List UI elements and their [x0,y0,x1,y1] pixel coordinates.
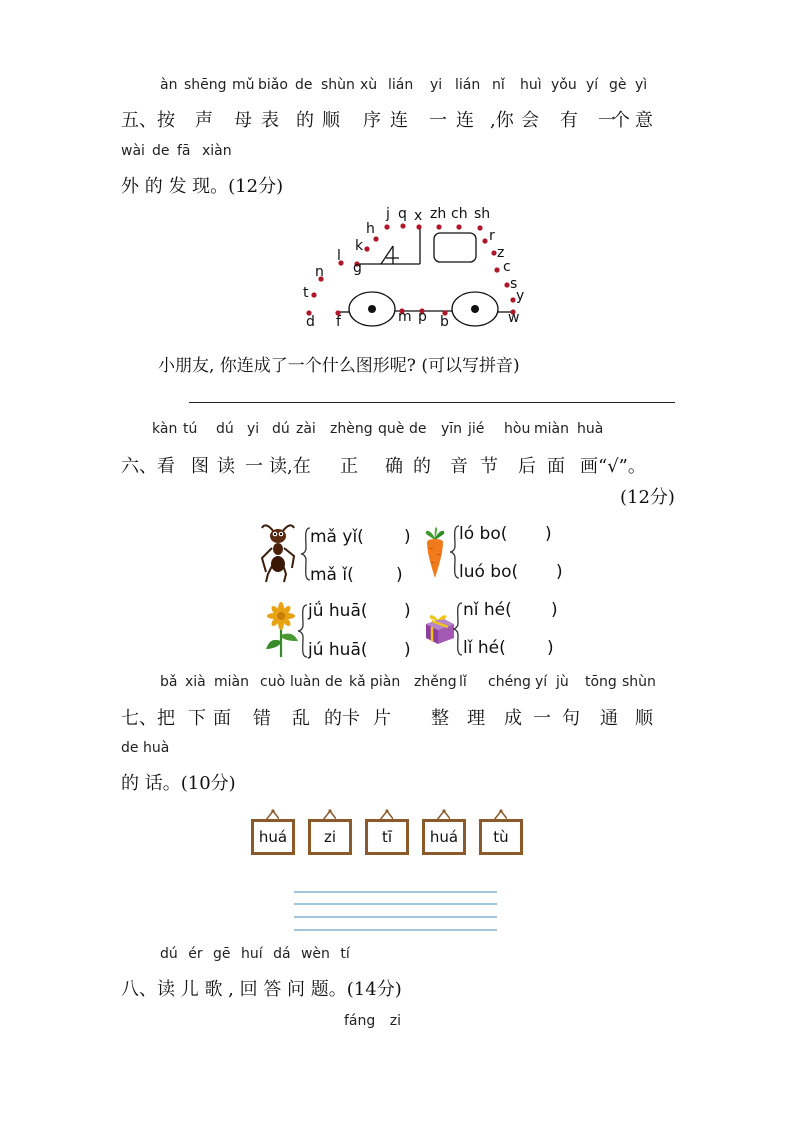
q6-pinyin-seg: hòu [504,421,531,437]
option-flower-2[interactable]: jú huā( [308,640,368,660]
paren-close: ) [396,565,403,585]
q5-pinyin-seg: nǐ [492,77,505,93]
q7-line1-seg: 一 [533,708,551,729]
q6-line1-seg: 图 [191,456,209,477]
dot-k[interactable] [364,246,369,251]
q7-line1-seg: 下 [188,708,206,729]
q5-line1-seg: ,你 [490,110,514,131]
q5-line1-seg: 序 [363,110,381,131]
q7-line1-seg: 顺 [635,708,653,729]
paren-close: ) [547,638,554,658]
option-gift-1[interactable]: nǐ hé( [463,600,512,620]
dot-letter-r: r [489,228,495,244]
q6-line1-seg: 面 [547,456,565,477]
q7-pinyin-seg: luàn [290,674,321,690]
paren-close: ) [404,601,411,621]
dot-letter-z: z [497,245,505,261]
dot-q[interactable] [400,223,405,228]
dot-letter-zh: zh [430,206,447,222]
card-hanger-icon [436,809,450,819]
q7-pinyin-seg: shùn [622,674,656,690]
syllable-card[interactable]: tī [365,819,409,855]
q5-line1-seg: 连 [390,110,408,131]
chrysanthemum-icon [262,601,300,659]
card-hanger-icon [379,809,393,819]
q6-line1-seg: 节 [480,456,498,477]
q7-line1-seg: 的卡 [324,708,360,729]
q5-line1-seg: 表 [261,110,279,131]
q7-line1-seg: 片 [373,708,391,729]
q5-pinyin-seg: de [295,77,313,93]
q5-line1-seg: 声 [195,110,213,131]
card-hanger-icon [265,809,279,819]
q7-pinyin-seg: tōng [585,674,617,690]
q6-pinyin-seg: huà [577,421,604,437]
card-hanger-icon [493,809,507,819]
dot-letter-t: t [303,285,309,301]
q5-pinyin-seg: yì [635,77,648,93]
q6-line1-seg: 音 [450,456,468,477]
dot-c[interactable] [494,267,499,272]
q7-line1-seg: 理 [467,708,485,729]
q5-pinyin-seg: shēng [184,77,227,93]
q6-pinyin-seg: zhèng [330,421,373,437]
q7-pinyin-seg: lǐ [459,674,467,690]
q7-line1-seg: 乱 [292,708,310,729]
dot-letter-s: s [510,276,518,292]
dot-letter-sh: sh [474,206,491,222]
q5-pinyin-seg: shùn [321,77,355,93]
q7-pinyin-seg: kǎ [349,674,366,690]
option-gift-2[interactable]: lǐ hé( [463,638,506,658]
q5-pinyin2-seg: xiàn [202,143,232,159]
q5-pinyin2-seg: wài [121,143,145,159]
q5-pinyin-seg: yí [586,77,599,93]
q7-pinyin-seg: zhěng [414,674,457,690]
q6-pinyin-seg: dú [216,421,234,437]
q6-pinyin-seg: yīn [441,421,463,437]
dot-s[interactable] [504,282,509,287]
q7-pinyin-seg: bǎ [160,674,178,690]
dot-x[interactable] [416,224,421,229]
dot-letter-n: n [315,264,324,280]
q6-line1-seg: 读,在 [269,456,311,477]
q5-question: 小朋友, 你连成了一个什么图形呢? (可以写拼音) [158,356,520,376]
q6-line1-seg: 六、看 [121,456,175,477]
q7-pinyin-seg: miàn [214,674,249,690]
q5-line1-seg: 的 [296,110,314,131]
q5-line1-seg: 一 [429,110,447,131]
q6-pinyin-seg: de [409,421,427,437]
q5-pinyin-seg: àn [160,77,178,93]
dot-h[interactable] [373,236,378,241]
q7-line1-seg: 七、把 [121,708,175,729]
q5-pinyin-seg: lián [388,77,414,93]
q6-pinyin-seg: què [378,421,405,437]
q6-score: (12分) [620,487,675,508]
paren-close: ) [551,600,558,620]
dot-z[interactable] [491,250,496,255]
dot-letter-h: h [366,221,375,237]
q7-pinyin-seg: piàn [370,674,401,690]
q5-line1-seg: 母 [234,110,252,131]
dot-letter-l: l [337,248,341,264]
dot-letter-j: j [386,206,390,222]
dot-r[interactable] [482,238,487,243]
q7-line1-seg: 句 [562,708,580,729]
q5-title-line2: 外 的 发 现。(12分) [121,176,284,197]
writing-lines[interactable] [293,890,499,934]
dot-letter-y: y [516,288,525,304]
q7-line1-seg: 面 [213,708,231,729]
q8-title-line1: 八、读 儿 歌 , 回 答 问 题。(14分) [121,979,402,1000]
syllable-card[interactable]: huá [251,819,295,855]
q5-line1-seg: 五、按 [121,110,175,131]
q5-pinyin-seg: xù [360,77,378,93]
q5-pinyin-seg: yi [430,77,443,93]
q6-line1-seg: 画“√”。 [580,456,646,477]
option-ant-1[interactable]: mǎ yǐ( [310,527,364,547]
q6-pinyin-seg: kàn [152,421,178,437]
option-ant-2[interactable]: mǎ ǐ( [310,565,354,585]
dot-letter-m: m [398,309,412,325]
dot-zh[interactable] [436,224,441,229]
q6-pinyin-seg: jié [468,421,485,437]
dot-letter-c: c [503,259,511,275]
option-carrot-1[interactable]: ló bo( [459,524,508,544]
card-hanger-icon [322,809,336,819]
option-carrot-2[interactable]: luó bo( [459,562,519,582]
poem-title-pinyin: fáng zi [344,1013,401,1029]
dot-letter-f: f [336,314,341,330]
q7-pinyin-seg: chéng [488,674,531,690]
q5-pinyin-seg: biǎo [258,77,288,93]
dot-sh[interactable] [477,225,482,230]
dot-letter-g: g [353,260,362,276]
q5-line1-seg: 意 [635,110,653,131]
q5-pinyin-seg: huì [520,77,542,93]
ant-icon [258,522,302,584]
dot-letter-p: p [418,309,427,325]
dot-ch[interactable] [456,224,461,229]
syllable-card[interactable]: tù [479,819,523,855]
q5-pinyin2-seg: de [152,143,170,159]
syllable-card[interactable]: zi [308,819,352,855]
q5-answer-line[interactable] [189,402,675,403]
q5-pinyin-seg: yǒu [551,77,577,93]
q8-pinyin-line: dú ér gē huí dá wèn tí [160,946,350,962]
dot-letter-x: x [414,208,423,224]
q7-line1-seg: 通 [600,708,618,729]
dot-letter-b: b [440,314,449,330]
paren-close: ) [556,562,563,582]
q5-line1-seg: 一 [598,110,616,131]
dot-letter-d: d [306,314,315,330]
q6-line1-seg: 后 [518,456,536,477]
dot-j[interactable] [384,224,389,229]
q7-pinyin-seg: cuò [260,674,286,690]
gift-box-icon [422,612,456,646]
q5-line1-seg: 会 [521,110,539,131]
q6-pinyin-seg: zài [296,421,316,437]
q7-pinyin-line2: de huà [121,740,170,756]
dot-letter-ch: ch [451,206,468,222]
q7-pinyin-seg: jù [556,674,569,690]
q6-pinyin-seg: dú [272,421,290,437]
q6-line1-seg: 正 [340,456,358,477]
dot-letter-w: w [508,310,520,326]
q5-pinyin-seg: gè [609,77,627,93]
paren-close: ) [545,524,552,544]
q5-line1-seg: 个 [612,110,630,131]
syllable-card[interactable]: huá [422,819,466,855]
q6-pinyin-seg: miàn [534,421,569,437]
q6-pinyin-seg: yi [247,421,260,437]
dot-letter-k: k [355,238,364,254]
option-flower-1[interactable]: jǘ huā( [308,601,368,621]
dot-y[interactable] [510,297,515,302]
q5-pinyin-seg: lián [455,77,481,93]
q5-pinyin2-seg: fā [177,143,191,159]
carrot-icon [420,524,450,580]
q5-pinyin-seg: mǔ [232,77,255,93]
q5-line1-seg: 有 [560,110,578,131]
q7-pinyin-seg: de [325,674,343,690]
q6-line1-seg: 确 [385,456,403,477]
q7-line1-seg: 错 [253,708,271,729]
q7-line1-seg: 成 [504,708,522,729]
q6-line1-seg: 读 [217,456,235,477]
dot-t[interactable] [311,292,316,297]
q6-pinyin-seg: tú [183,421,198,437]
q7-title-line2: 的 话。(10分) [121,773,236,794]
q7-pinyin-seg: xià [185,674,206,690]
paren-close: ) [404,640,411,660]
q5-line1-seg: 顺 [322,110,340,131]
dot-letter-q: q [398,206,407,222]
q5-line1-seg: 连 [456,110,474,131]
q6-line1-seg: 的 [413,456,431,477]
q7-line1-seg: 整 [431,708,449,729]
q6-line1-seg: 一 [245,456,263,477]
paren-close: ) [404,527,411,547]
q7-pinyin-seg: yí [535,674,548,690]
